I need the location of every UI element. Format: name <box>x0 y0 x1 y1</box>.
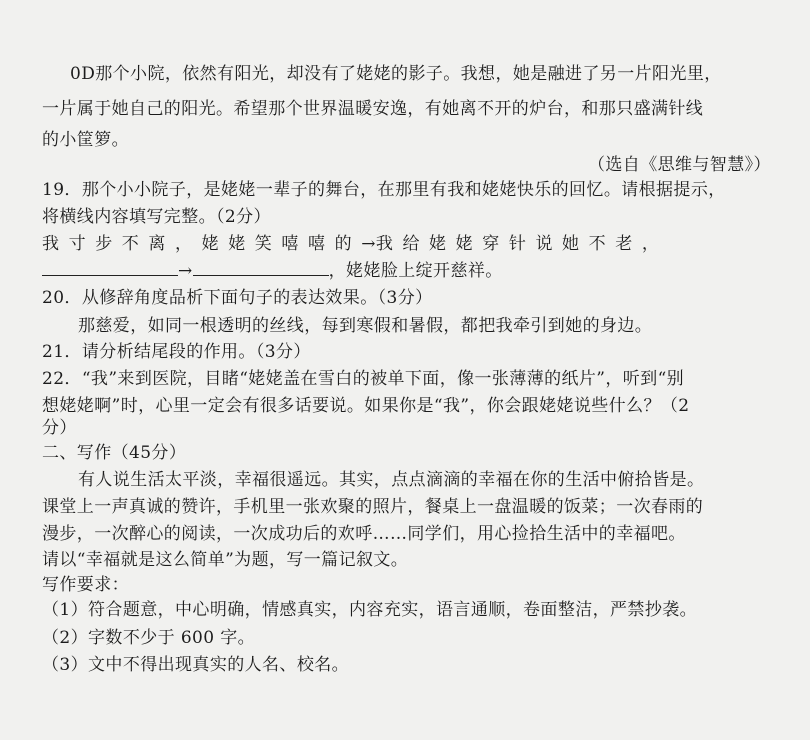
question-22-cont: 分） <box>42 418 77 438</box>
passage-line: 一片属于她自己的阳光。希望那个世界温暖安逸，有她离不开的炉台，和那只盛满针线 <box>42 99 704 119</box>
passage-source: （选自《思维与智慧》） <box>588 155 771 175</box>
question-19-chain <box>42 234 802 254</box>
prompt-line: 课堂上一声真诚的赞许，手机里一张欢聚的照片，餐桌上一盘温暖的饭菜；一次春雨的 <box>42 497 704 517</box>
question-21: 21．请分析结尾段的作用。（3分） <box>42 342 311 362</box>
answer-blank-1[interactable] <box>42 261 178 276</box>
arrow-icon: → <box>178 261 193 281</box>
chain-step-2: 我给姥姥穿针说她不老， <box>375 234 669 254</box>
requirements-title: 写作要求： <box>42 575 129 595</box>
question-22: 22．“我”来到医院，目睹“姥姥盖在雪白的被单下面，像一张薄薄的纸片”，听到“别 <box>42 369 685 389</box>
chain-end: ，姥姥脸上绽开慈祥。 <box>328 261 503 281</box>
question-19: 19．那个小小院子，是姥姥一辈子的舞台，在那里有我和姥姥快乐的回忆。请根据提示， <box>42 180 726 200</box>
passage-line: 0D那个小院，依然有阳光，却没有了姥姥的影子。我想，她是融进了另一片阳光里， <box>70 64 722 84</box>
question-19-blanks <box>42 261 503 281</box>
prompt-line: 请以“幸福就是这么简单”为题，写一篇记叙文。 <box>42 550 409 570</box>
question-20: 20．从修辞角度品析下面句子的表达效果。（3分） <box>42 288 433 308</box>
section-heading: 二、写作（45分） <box>42 443 187 463</box>
question-19-cont: 将横线内容填写完整。（2分） <box>42 207 271 227</box>
question-22-cont: 想姥姥啊”时，心里一定会有很多话要说。如果你是“我”，你会跟姥姥说些什么？（2 <box>42 396 690 416</box>
answer-blank-2[interactable] <box>193 261 329 276</box>
passage-line: 的小筐箩。 <box>42 130 129 150</box>
prompt-line: 漫步，一次醉心的阅读，一次成功后的欢呼……同学们，用心捡拾生活中的幸福吧。 <box>42 524 686 544</box>
question-20-sentence: 那慈爱，如同一根透明的丝线，每到寒假和暑假，都把我牵引到她的身边。 <box>78 316 653 336</box>
requirement-item: （3）文中不得出现真实的人名、校名。 <box>42 655 350 675</box>
requirement-item: （2）字数不少于 600 字。 <box>42 628 256 648</box>
requirement-item: （1）符合题意，中心明确，情感真实，内容充实，语言通顺，卷面整洁，严禁抄袭。 <box>42 600 698 620</box>
arrow-icon: → <box>361 234 376 254</box>
chain-step-1: 我寸步不离，姥姥笑嘻嘻的 <box>42 234 362 254</box>
prompt-line: 有人说生活太平淡，幸福很遥远。其实，点点滴滴的幸福在你的生活中俯拾皆是。 <box>78 470 705 490</box>
